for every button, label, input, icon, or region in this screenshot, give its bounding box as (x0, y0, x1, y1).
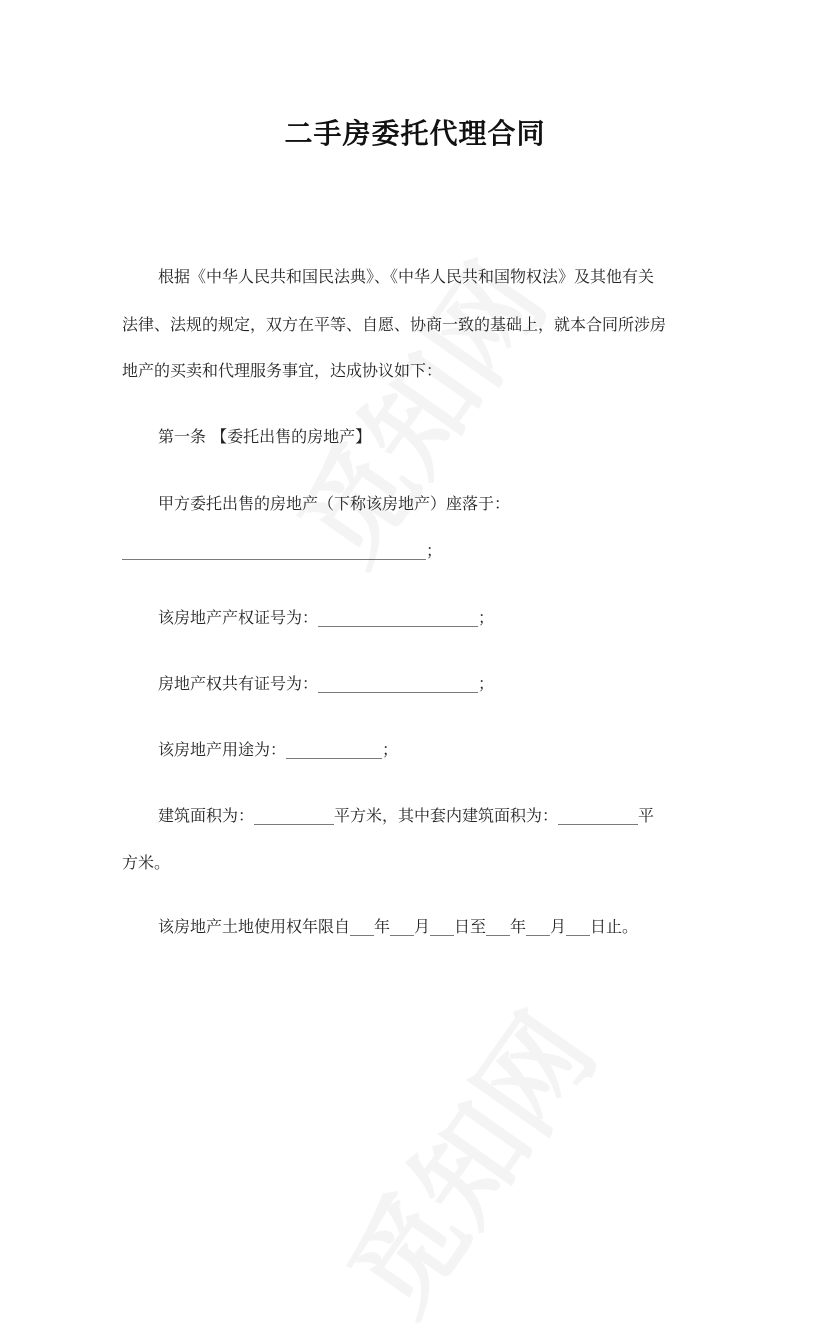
watermark-bottom (306, 979, 625, 1339)
floor-area-line-2: 方米。 (122, 853, 171, 872)
document-title: 二手房委托代理合同 (284, 117, 546, 150)
location-label: 甲方委托出售的房地产（下称该房地产）座落于： (158, 494, 511, 513)
intro-line-1: 根据《中华人民共和国民法典》、《中华人民共和国物权法》及其他有关 (158, 267, 655, 286)
property-cert-number: 该房地产产权证号为：____________________； (158, 608, 495, 627)
land-use-term: 该房地产土地使用权年限自___年___月___日至___年___月___日止。 (158, 917, 639, 936)
co-ownership-cert-number: 房地产权共有证号为：____________________； (158, 674, 495, 693)
intro-line-2: 法律、法规的规定，双方在平等、自愿、协商一致的基础上，就本合同所涉房 (122, 315, 667, 334)
floor-area-line-1: 建筑面积为：__________平方米，其中套内建筑面积为：__________平 (158, 806, 655, 825)
property-usage: 该房地产用途为：____________； (158, 740, 399, 759)
intro-line-3: 地产的买卖和代理服务事宜，达成协议如下： (122, 361, 443, 380)
location-blank: ______________________________________； (122, 541, 443, 560)
article-1-heading: 第一条 【委托出售的房地产】 (158, 427, 372, 446)
